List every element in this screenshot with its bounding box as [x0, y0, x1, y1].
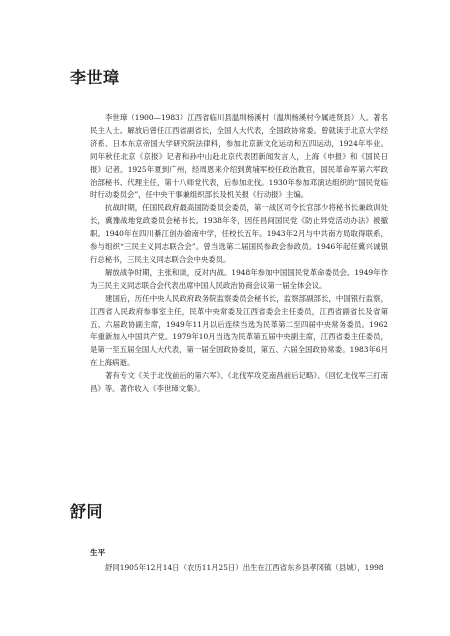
section-title-shu-tong: 舒同 — [70, 502, 104, 521]
section-title-li-shizhang: 李世璋 — [70, 68, 120, 87]
paragraph-post-1949: 建国后，历任中央人民政府政务院监察委员会秘书长，监察部副部长，中国银行监察，江西省人民政府参事室主任，民革中央常委及江西省委会主任委员，江西省副省长及省第五、六届政协副主席，1949年11月以后连续当选为民革第二至四届中央常务委员。1962年重新加入中国共产党。1979年10月当选为民革第五届中央副主席，江西省委主任委员，是第一至五届全国人大代表，第一届全国政协委员，第五、六届全国政协常委。1983年6月在上海病逝。 — [90, 293, 388, 368]
paragraph-war-period: 抗战时期，任国民政府最高国防委员会委员，第一战区司令长官部少将秘书长兼政训处长，冀豫战地党政委员会秘书长。1938年冬，因任昌间国民党《防止异党活动办法》被撤职。1940年在四川綦江创办渝南中学，任校长五年。1943年2月与中共南方局取得联系，参与组织“三民主义同志联合会”。曾当选第二届国民参政会参政员。1946年起任冀兴诚银行总秘书，三民主义同志联合会中央委员。 — [90, 203, 388, 264]
paragraph-shu-tong-birth: 舒同1905年12月14日（农历11月25日）出生在江西省东乡县孝冈镇（县城），1998 — [105, 563, 384, 572]
subheading-biography: 生平 — [90, 548, 106, 557]
section-body-li-shizhang — [90, 112, 388, 396]
paragraph-biography: 李世璋（1900—1983）江西省临川县温圳杨溪村（温圳杨溪村今属进贤县）人。著名民主人士。解放后曾任江西省副省长，全国人大代表，全国政协常委。曾就读于北京大学经济系、日本东京帝国大学研究院法律科，参加北京新文化运动和五四运动，1924年毕业。同年秋任北京《京报》记者和孙中山赴北京代表团新闻发言人，上海《申报》和《国民日报》记者。1925年夏到广州，经周恩来介绍到黄埔军校任政治教官，国民革命军第六军政治部秘书、代理主任，第十八师党代表，后参加北伐。1930年参加邓演达组织的“国民党临时行动委员会”，任中央干事兼组织部长及机关报《行动报》主编。 — [90, 113, 388, 200]
paragraph-liberation-war: 解放战争时期，主张和谈，反对内战。1948年参加中国国民党革命委员会。1949年作为三民主义同志联合会代表出席中国人民政治协商会议第一届全体会议。 — [90, 267, 388, 290]
paragraph-works: 著有专文《关于北伐前后的第六军》、《北伐军攻克南昌前后记略》、《回忆北伐军三打南昌》等。著作收入《李世璋文集》。 — [90, 371, 388, 394]
section-body-shu-tong — [90, 562, 388, 575]
